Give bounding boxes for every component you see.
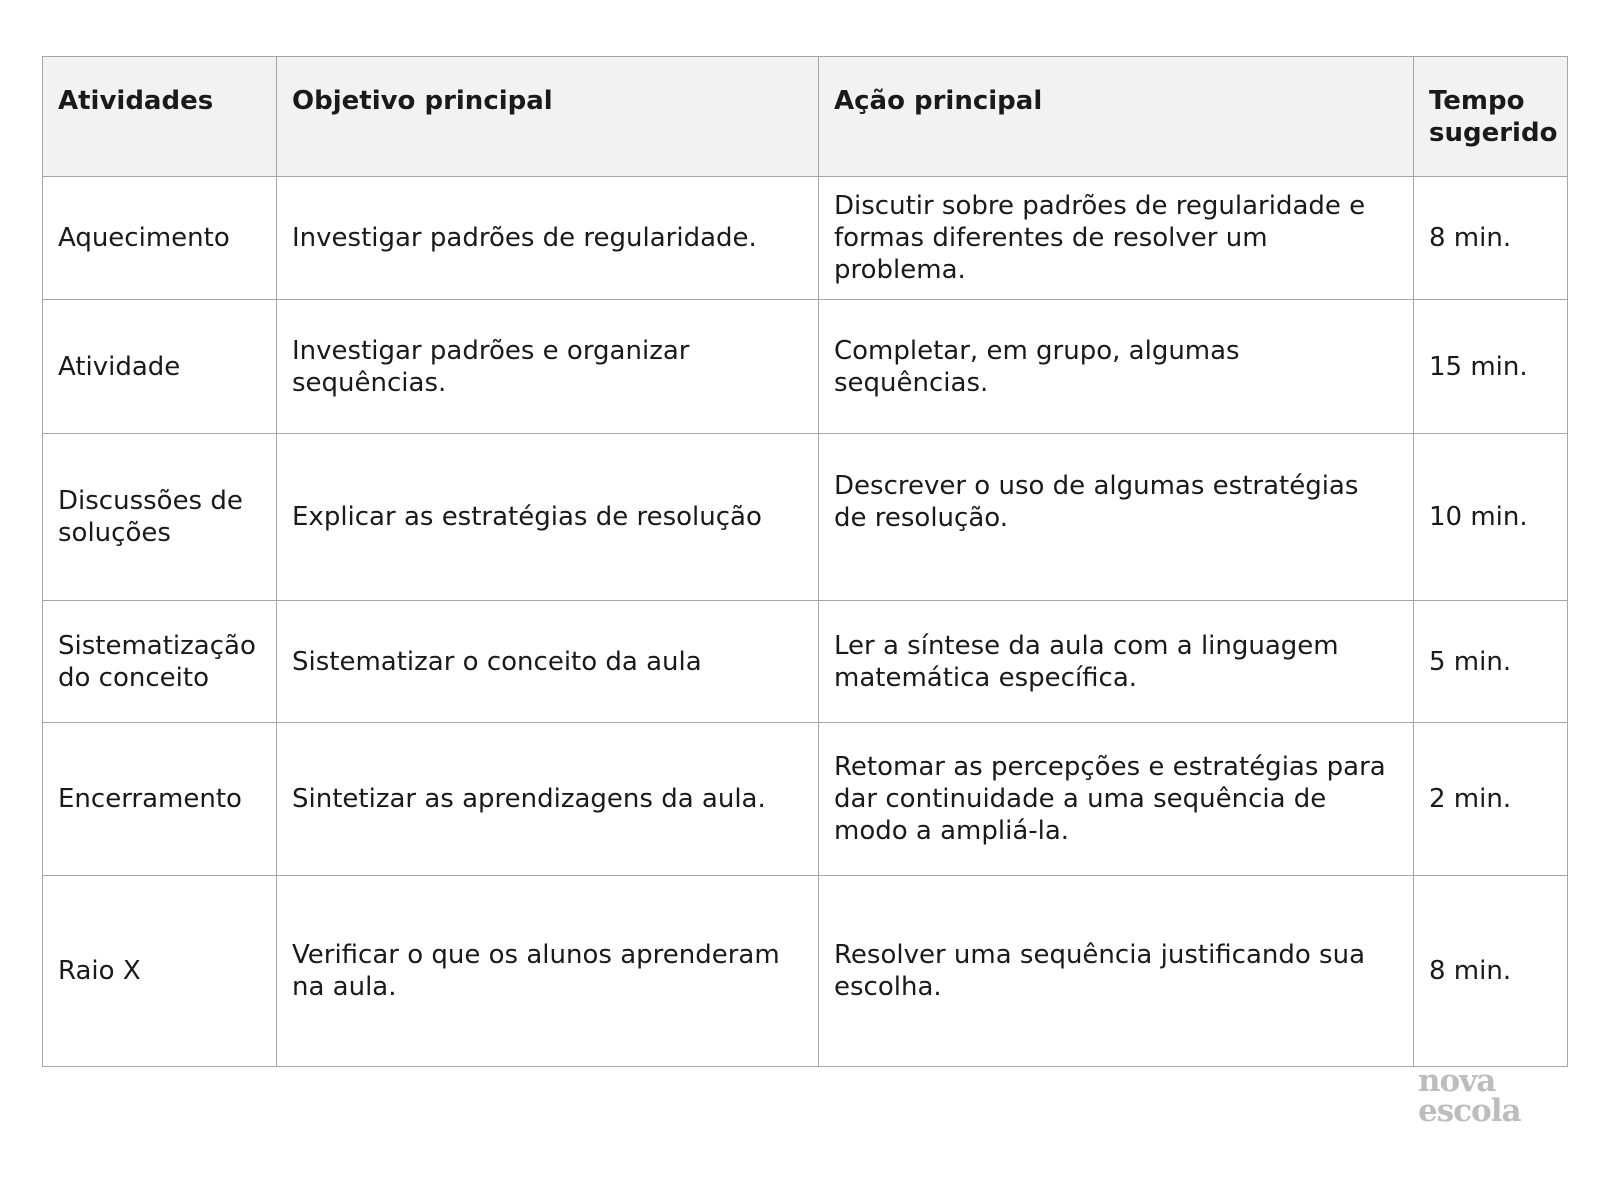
logo-line-1: nova (1418, 1063, 1496, 1099)
header-tempo-sugerido: Tempo sugerido (1414, 57, 1568, 177)
nova-escola-logo (1418, 1063, 1538, 1129)
table-row (43, 723, 1568, 876)
header-acao-principal: Ação principal (819, 57, 1414, 177)
cell-acao: Completar, em grupo, algumas sequências. (819, 300, 1414, 434)
cell-objetivo: Sintetizar as aprendizagens da aula. (277, 723, 819, 876)
table-row (43, 177, 1568, 300)
table-row (43, 300, 1568, 434)
table-header (43, 57, 1568, 177)
table-row (43, 876, 1568, 1067)
table-row (43, 601, 1568, 723)
header-objetivo-principal: Objetivo principal (277, 57, 819, 177)
cell-atividade: Aquecimento (43, 177, 277, 300)
cell-atividade: Raio X (43, 876, 277, 1067)
logo-line-2: escola (1418, 1093, 1521, 1129)
cell-acao: Descrever o uso de algumas estratégias de resolução. (819, 434, 1414, 601)
lesson-plan-table (42, 56, 1568, 1067)
cell-acao: Discutir sobre padrões de regularidade e formas diferentes de resolver um problema. (819, 177, 1414, 300)
cell-acao: Retomar as percepções e estratégias para dar continuidade a uma sequência de modo a ampliá-la. (819, 723, 1414, 876)
header-atividades: Atividades (43, 57, 277, 177)
cell-objetivo: Investigar padrões e organizar sequências. (277, 300, 819, 434)
table-row (43, 434, 1568, 601)
cell-objetivo: Explicar as estratégias de resolução (277, 434, 819, 601)
header-row (43, 57, 1568, 177)
cell-objetivo: Investigar padrões de regularidade. (277, 177, 819, 300)
cell-acao: Ler a síntese da aula com a linguagem matemática específica. (819, 601, 1414, 723)
cell-tempo: 5 min. (1414, 601, 1568, 723)
cell-acao: Resolver uma sequência justificando sua escolha. (819, 876, 1414, 1067)
cell-atividade: Sistematização do conceito (43, 601, 277, 723)
table-body (43, 177, 1568, 1067)
cell-atividade: Encerramento (43, 723, 277, 876)
cell-atividade: Discussões de soluções (43, 434, 277, 601)
cell-objetivo: Sistematizar o conceito da aula (277, 601, 819, 723)
cell-tempo: 2 min. (1414, 723, 1568, 876)
cell-atividade: Atividade (43, 300, 277, 434)
cell-objetivo: Verificar o que os alunos aprenderam na aula. (277, 876, 819, 1067)
cell-tempo: 10 min. (1414, 434, 1568, 601)
cell-tempo: 15 min. (1414, 300, 1568, 434)
cell-tempo: 8 min. (1414, 177, 1568, 300)
cell-tempo: 8 min. (1414, 876, 1568, 1067)
